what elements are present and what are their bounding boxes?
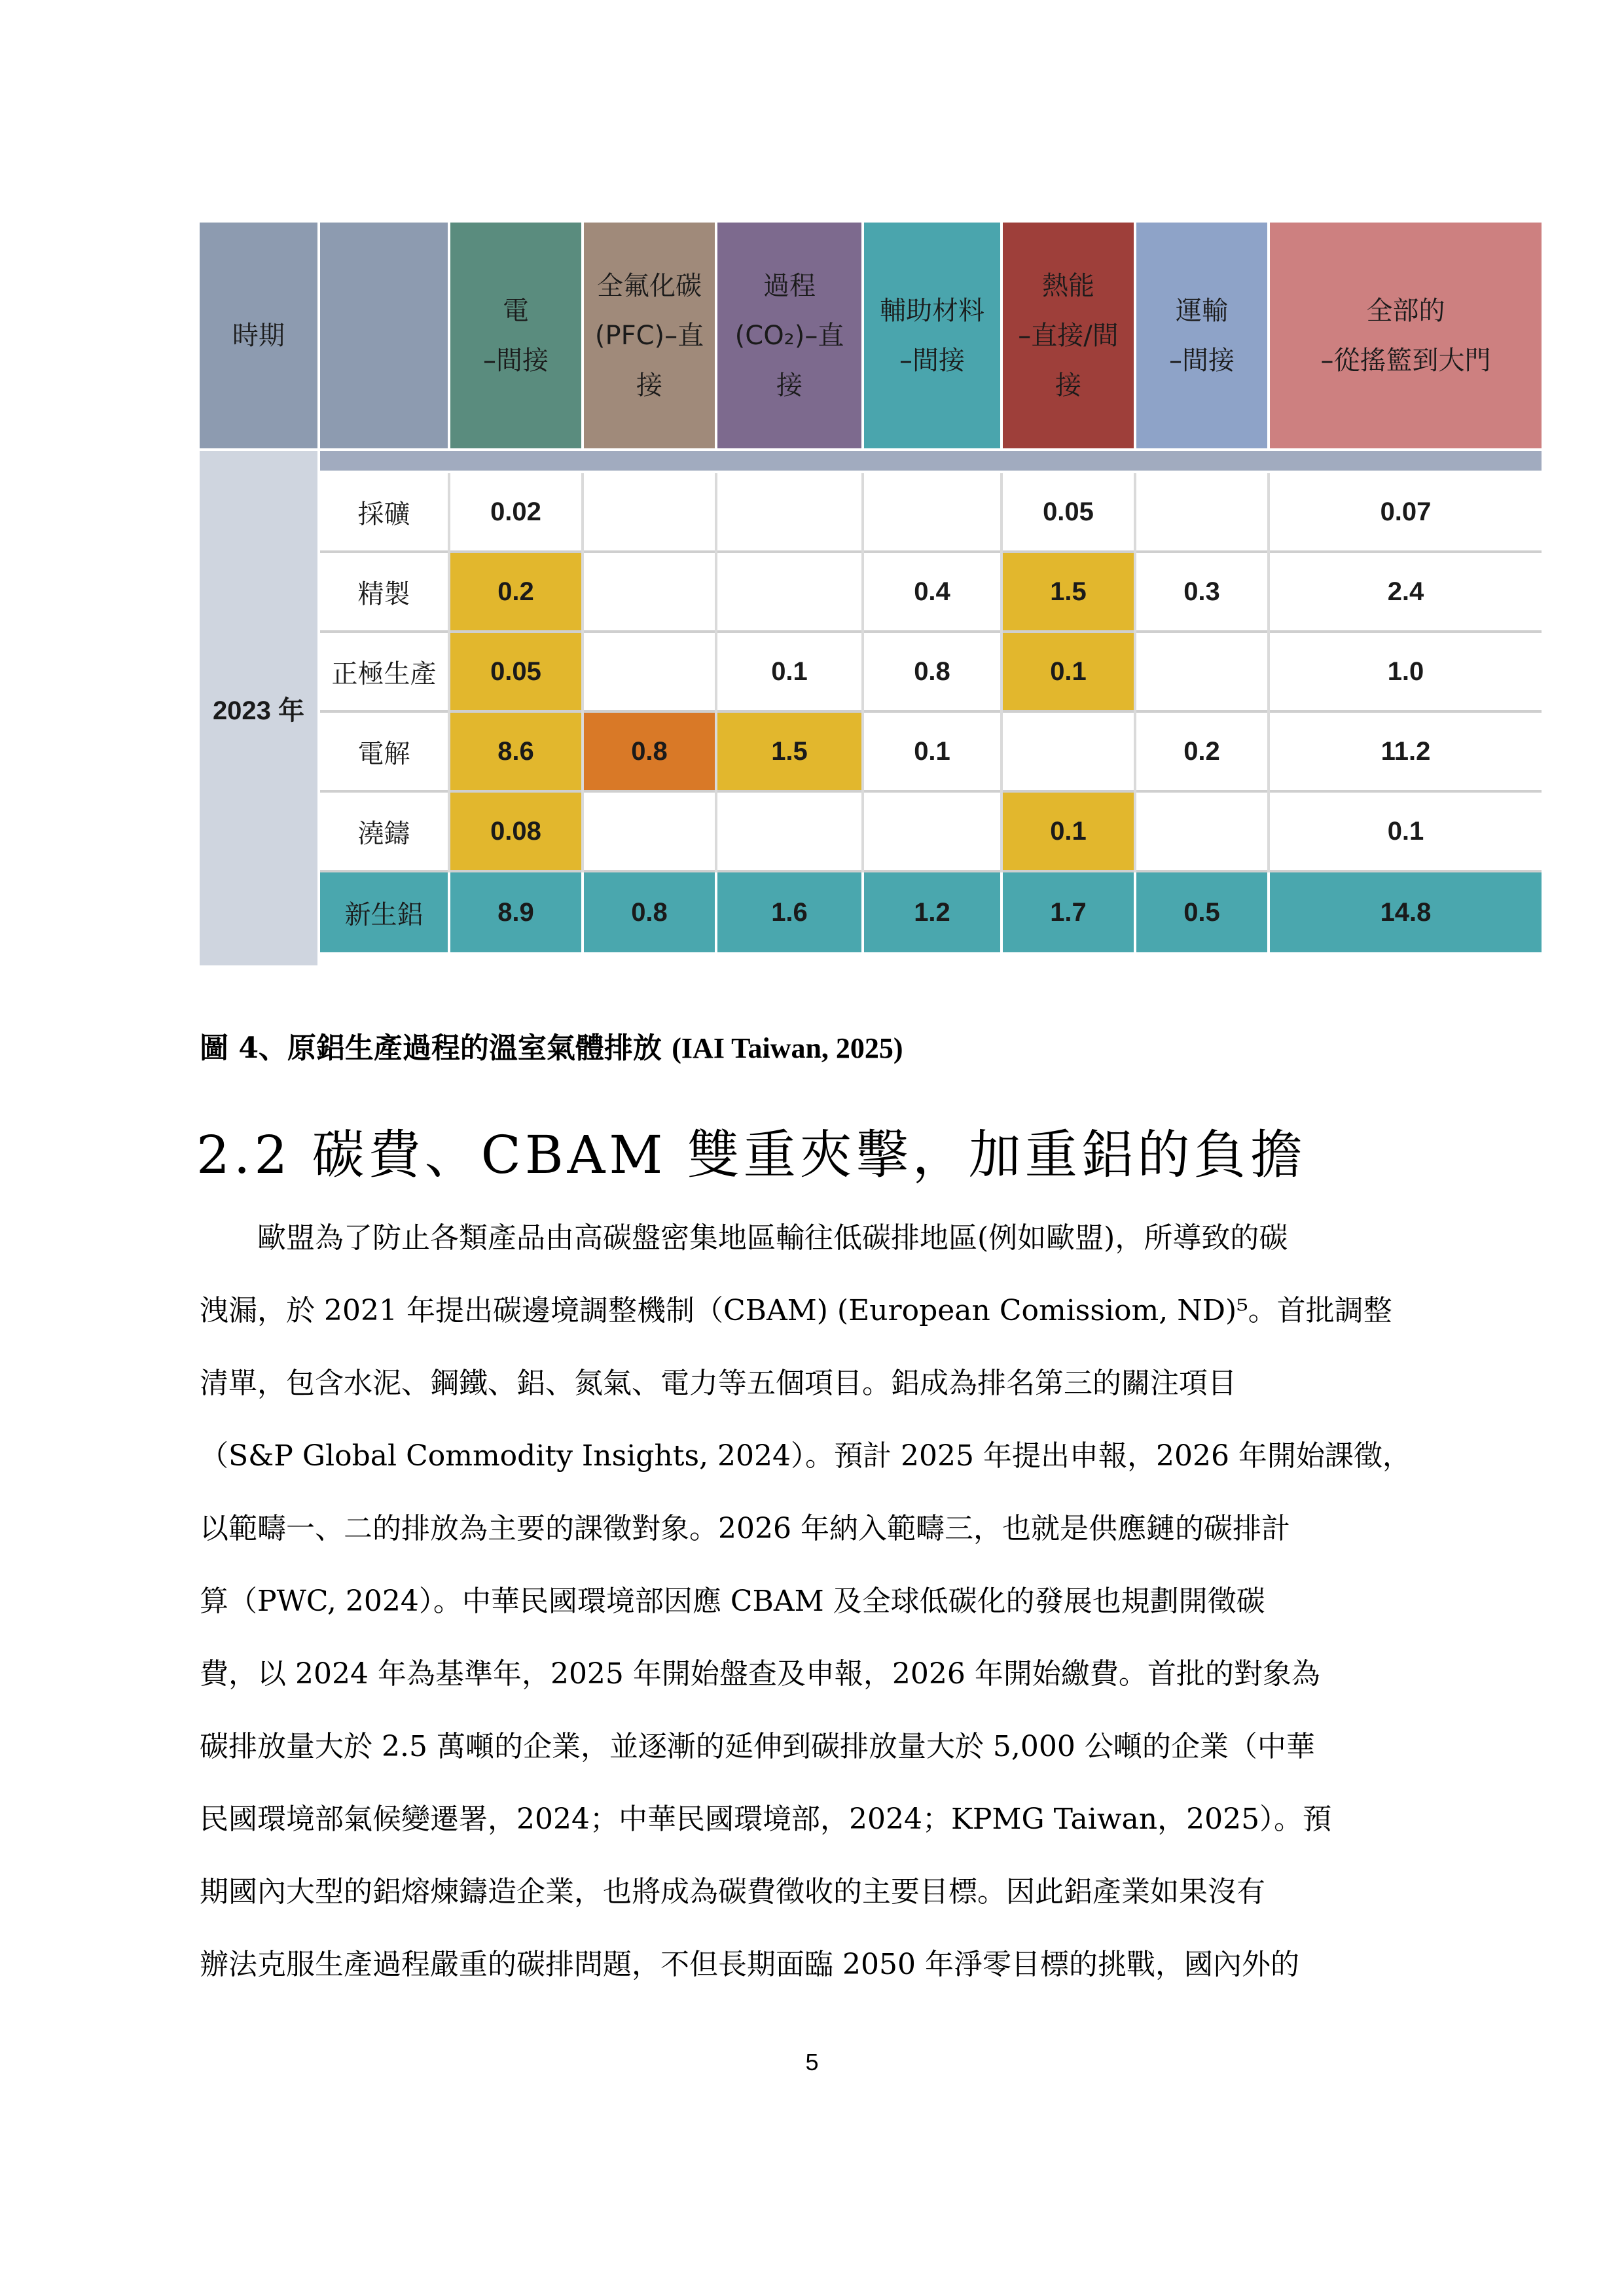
caption-prefix: 圖 4、原鋁生產過程的溫室氣體排放 (200, 1031, 672, 1065)
value-cell: 0.02 (490, 497, 541, 526)
value-cell (1003, 713, 1134, 790)
value-cell: 8.6 (450, 713, 581, 790)
figure-caption (200, 1024, 903, 1066)
total-value-cell: 0.5 (1136, 872, 1267, 952)
row-label: 電解 (357, 738, 410, 769)
section-heading: 2.2 碳費、CBAM 雙重夾擊，加重鋁的負擔 (196, 1124, 1307, 1185)
value-cell (717, 793, 861, 870)
value-cell (717, 553, 861, 630)
value-cell (584, 793, 715, 870)
value-cell (1136, 633, 1267, 710)
column-divider (1134, 473, 1136, 872)
header-total: 全部的 –從搖籃到大門 (1270, 223, 1542, 448)
column-divider (581, 473, 584, 872)
header-blank (320, 223, 448, 448)
value-cell (584, 553, 715, 630)
row-label: 採礦 (357, 499, 410, 529)
value-cell (584, 473, 715, 550)
header-aux: 輔助材料 –間接 (864, 223, 1000, 448)
value-cell: 1.5 (1003, 553, 1134, 630)
value-cell: 0.08 (450, 793, 581, 870)
paragraph-line: 碳排放量大於 2.5 萬噸的企業，並逐漸的延伸到碳排放量大於 5,000 公噸的企業（中華 (200, 1730, 1315, 1763)
row-label: 澆鑄 (357, 818, 410, 849)
total-row-label: 新生鋁 (320, 872, 448, 952)
header-divider (320, 451, 1542, 471)
header-heat: 熱能 –直接/間 接 (1003, 223, 1134, 448)
paragraph-line: 歐盟為了防止各類產品由高碳盤密集地區輸往低碳排地區(例如歐盟)，所導致的碳 (200, 1221, 1288, 1255)
paragraph-line: 以範疇一、二的排放為主要的課徵對象。2026 年納入範疇三，也就是供應鏈的碳排計 (200, 1512, 1290, 1545)
paragraph-line: 費，以 2024 年為基準年，2025 年開始盤查及申報，2026 年開始繳費。首批的對象為 (200, 1657, 1320, 1691)
paragraph-line: （S&P Global Commodity Insights, 2024）。預計 2025 年提出申報，2026 年開始課徵， (200, 1439, 1411, 1473)
row-label: 精製 (357, 579, 410, 609)
paragraph-line: 清單，包含水泥、鋼鐵、鋁、氮氣、電力等五個項目。鋁成為排名第三的關注項目 (200, 1367, 1236, 1400)
column-divider (861, 473, 864, 872)
value-cell: 0.05 (1043, 497, 1094, 526)
header-pfc: 全氟化碳 (PFC)–直 接 (584, 223, 715, 448)
total-value-cell: 1.2 (864, 872, 1000, 952)
column-divider (1267, 473, 1270, 872)
value-cell: 0.8 (584, 713, 715, 790)
total-value-cell: 1.7 (1003, 872, 1134, 952)
row-label: 正極生產 (331, 658, 437, 689)
value-cell: 0.07 (1380, 497, 1432, 526)
column-divider (1000, 473, 1003, 872)
value-cell (1136, 793, 1267, 870)
header-process: 過程 (CO₂)–直 接 (717, 223, 861, 448)
caption-source: (IAI Taiwan, 2025) (672, 1032, 903, 1064)
paragraph-line: 期國內大型的鋁熔煉鑄造企業，也將成為碳費徵收的主要目標。因此鋁產業如果沒有 (200, 1875, 1265, 1909)
value-cell (1136, 473, 1267, 550)
column-divider (715, 473, 717, 872)
value-cell: 2.4 (1387, 577, 1424, 606)
total-value-cell: 0.8 (584, 872, 715, 952)
year-label: 2023 年 (212, 696, 305, 725)
paragraph-line: 民國環境部氣候變遷署，2024；中華民國環境部，2024；KPMG Taiwan，2025）。預 (200, 1803, 1332, 1836)
value-cell: 0.2 (1183, 736, 1220, 766)
value-cell: 0.1 (1003, 633, 1134, 710)
header-period: 時期 (200, 223, 317, 448)
value-cell (717, 473, 861, 550)
value-cell: 1.5 (717, 713, 861, 790)
header-electric: 電 –間接 (450, 223, 581, 448)
value-cell: 0.05 (450, 633, 581, 710)
header-transport: 運輸 –間接 (1136, 223, 1267, 448)
value-cell (584, 633, 715, 710)
value-cell: 0.1 (771, 656, 808, 686)
value-cell (864, 473, 1000, 550)
value-cell: 1.0 (1387, 656, 1424, 686)
value-cell (864, 793, 1000, 870)
value-cell: 0.3 (1183, 577, 1220, 606)
total-value-cell: 8.9 (450, 872, 581, 952)
value-cell: 0.2 (450, 553, 581, 630)
value-cell: 0.1 (1387, 816, 1424, 846)
value-cell: 11.2 (1380, 736, 1431, 766)
value-cell: 0.4 (914, 577, 950, 606)
paragraph-line: 洩漏，於 2021 年提出碳邊境調整機制（CBAM) (European Comissiom, ND)⁵。首批調整 (200, 1294, 1392, 1327)
emissions-table-figure (200, 223, 1542, 965)
total-value-cell: 14.8 (1270, 872, 1542, 952)
value-cell: 0.1 (914, 736, 950, 766)
paragraph-line: 辦法克服生產過程嚴重的碳排問題，不但長期面臨 2050 年淨零目標的挑戰，國內外的 (200, 1948, 1299, 1981)
total-value-cell: 1.6 (717, 872, 861, 952)
column-divider (448, 473, 450, 872)
value-cell: 0.1 (1003, 793, 1134, 870)
page-number: 5 (805, 2049, 819, 2075)
paragraph-line: 算（PWC, 2024）。中華民國環境部因應 CBAM 及全球低碳化的發展也規劃開徵碳 (200, 1585, 1265, 1618)
value-cell: 0.8 (914, 656, 950, 686)
